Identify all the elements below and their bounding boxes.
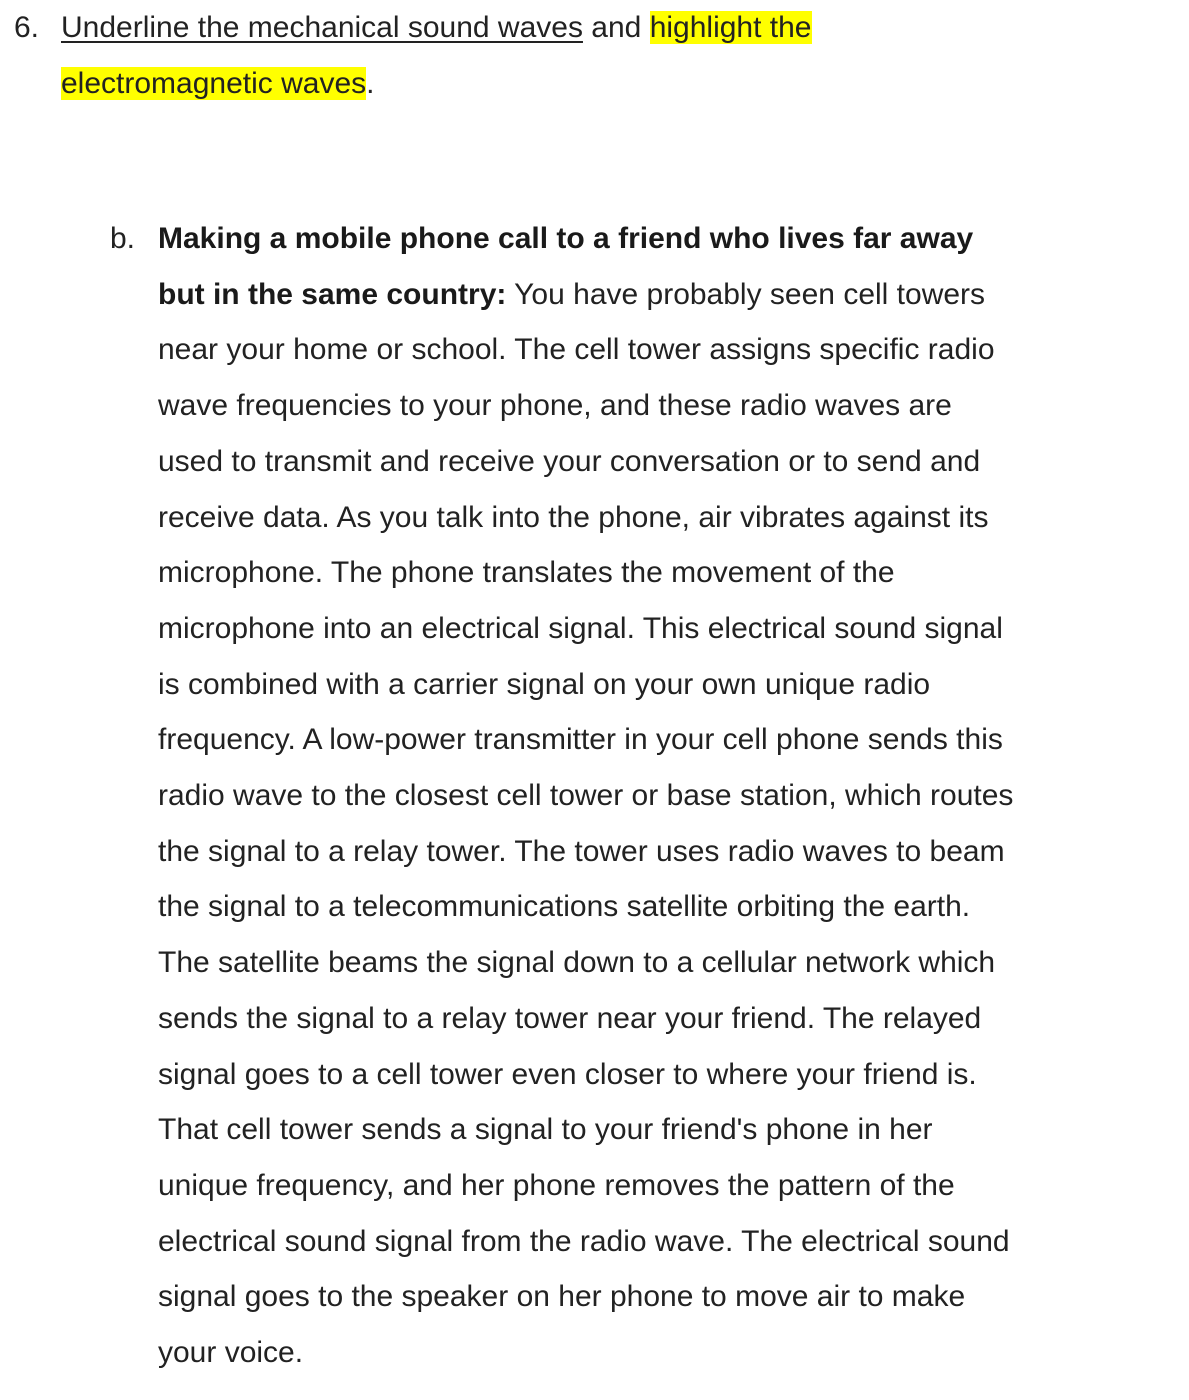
paragraph-line: frequency. A low-power transmitter in your cell phone sends this	[158, 723, 1003, 757]
highlighted-instruction-part-2: electromagnetic waves	[61, 67, 367, 100]
paragraph-line: near your home or school. The cell tower assigns specific radio	[158, 333, 995, 367]
paragraph-line: the signal to a relay tower. The tower uses radio waves to beam	[158, 834, 1005, 868]
highlighted-instruction-part-1: highlight the	[649, 11, 812, 44]
paragraph-line: microphone. The phone translates the movement of the	[158, 556, 895, 590]
item-b-heading-line-1: Making a mobile phone call to a friend who lives far away	[158, 222, 974, 255]
paragraph-line: The satellite beams the signal down to a cellular network which	[158, 946, 996, 980]
item-b-line-2	[158, 267, 1148, 323]
instruction-connector: and	[582, 11, 650, 44]
paragraph-line: radio wave to the closest cell tower or base station, which routes	[158, 779, 1014, 813]
instruction-end-punctuation: .	[366, 67, 375, 100]
paragraph-line: unique frequency, and her phone removes the pattern of the	[158, 1168, 955, 1202]
instruction-line-1	[61, 0, 1161, 56]
paragraph-line: signal goes to a cell tower even closer to where your friend is.	[158, 1057, 977, 1091]
paragraph-line: the signal to a telecommunications satellite orbiting the earth.	[158, 890, 971, 924]
question-number: 6.	[14, 11, 40, 44]
paragraph-line: receive data. As you talk into the phone, air vibrates against its	[158, 500, 989, 534]
paragraph-line: microphone into an electrical signal. This electrical sound signal	[158, 611, 1003, 645]
underlined-instruction: Underline the mechanical sound waves	[61, 11, 583, 44]
item-b-line-2-rest: You have probably seen cell towers	[506, 277, 986, 311]
item-b-heading-line-2: but in the same country:	[158, 277, 507, 311]
paragraph-line: is combined with a carrier signal on your own unique radio	[158, 667, 931, 701]
paragraph-line: wave frequencies to your phone, and these radio waves are	[158, 389, 952, 423]
paragraph-line: used to transmit and receive your conversation or to send and	[158, 444, 981, 478]
question-instruction	[61, 0, 1161, 112]
paragraph-line: your voice.	[158, 1336, 304, 1370]
instruction-line-2	[61, 56, 1161, 112]
item-b-paragraph	[158, 211, 1148, 1381]
paragraph-line: electrical sound signal from the radio wave. The electrical sound	[158, 1224, 1010, 1258]
paragraph-line: signal goes to the speaker on her phone to move air to make	[158, 1280, 966, 1314]
paragraph-line: sends the signal to a relay tower near your friend. The relayed	[158, 1001, 982, 1035]
paragraph-line: That cell tower sends a signal to your friend's phone in her	[158, 1113, 933, 1147]
item-b-label: b.	[110, 222, 136, 255]
